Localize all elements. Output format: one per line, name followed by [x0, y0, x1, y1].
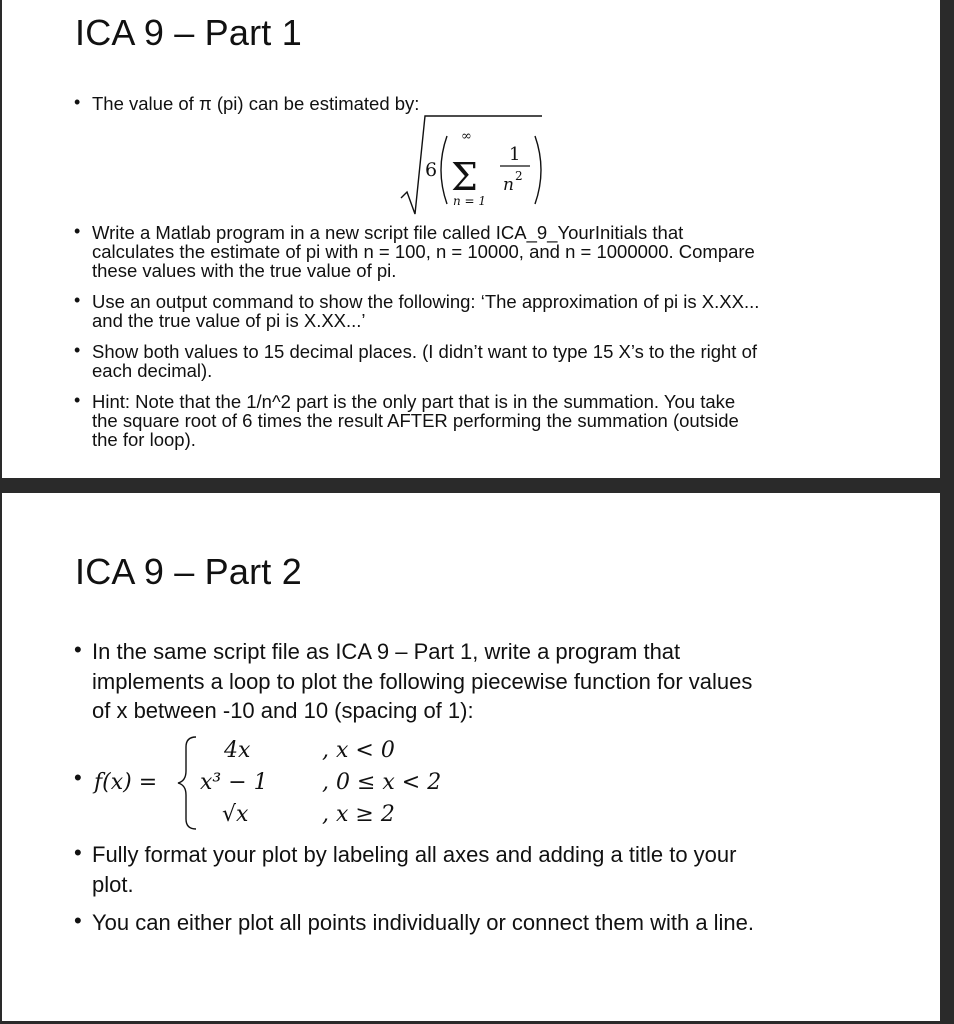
bullet-line: Write a Matlab program in a new script file called ICA_9_YourInitials that	[92, 222, 684, 243]
case-cond-2: , 0 ≤ x < 2	[322, 770, 442, 795]
bullet-dot: •	[74, 765, 82, 790]
bullet-line: Show both values to 15 decimal places. (I didn’t want to type 15 X’s to the right of	[92, 341, 758, 362]
bullet-line: these values with the true value of pi.	[92, 260, 397, 281]
bullet-line: the for loop).	[92, 429, 196, 450]
bullet-line: In the same script file as ICA 9 – Part 1, write a program that	[92, 639, 681, 664]
case-expr-3: √x	[222, 802, 249, 827]
bullet-line: Hint: Note that the 1/n^2 part is the only part that is in the summation. You take	[92, 391, 736, 412]
bullet-dot: •	[74, 290, 81, 310]
pi-formula	[397, 108, 557, 220]
piecewise-function	[90, 731, 470, 835]
case-cond-1: , x < 0	[322, 738, 395, 763]
bullet-line: implements a loop to plot the following piecewise function for values	[92, 668, 753, 694]
function-lhs: f(x) =	[94, 770, 158, 795]
case-expr-1: 4x	[224, 738, 251, 763]
formula-coefficient: 6	[425, 159, 438, 181]
bullet-dot: •	[74, 908, 82, 933]
intro-text: The value of π (pi) can be estimated by:	[92, 93, 420, 114]
case-cond-3: , x ≥ 2	[322, 802, 395, 827]
bullet-dot: •	[74, 390, 81, 410]
formula-lower-limit: n = 1	[453, 194, 487, 208]
bullet-line: You can either plot all points individually or connect them with a line.	[92, 910, 755, 935]
formula-numerator: 1	[509, 144, 521, 165]
bullet-line: calculates the estimate of pi with n = 100, n = 10000, and n = 1000000. Compare	[92, 241, 755, 262]
slide-part-1	[2, 0, 940, 478]
bullet-dot: •	[74, 221, 81, 241]
bullet-dot: •	[74, 840, 82, 865]
formula-upper-limit: ∞	[461, 129, 472, 144]
slide-title: ICA 9 – Part 2	[75, 551, 302, 592]
bullet-line: Fully format your plot by labeling all axes and adding a title to your	[92, 842, 737, 867]
formula-denominator: n	[503, 175, 514, 195]
bullet-line: each decimal).	[92, 360, 213, 381]
bullet-dot: •	[74, 637, 82, 662]
bullet-line: the square root of 6 times the result AFTER performing the summation (outside	[92, 410, 739, 431]
bullet-dot: •	[74, 92, 81, 112]
bullet-line: of x between -10 and 10 (spacing of 1):	[92, 698, 474, 723]
slide-part-2	[2, 493, 940, 1021]
bullet-dot: •	[74, 340, 81, 360]
slide-title: ICA 9 – Part 1	[75, 12, 302, 53]
sigma-symbol: Σ	[451, 155, 478, 199]
case-expr-2: x³ − 1	[200, 770, 268, 795]
bullet-line: Use an output command to show the following: ‘The approximation of pi is X.XX...	[92, 291, 760, 312]
bullet-line: plot.	[92, 871, 134, 897]
bullet-line: and the true value of pi is X.XX...’	[92, 310, 366, 331]
formula-exponent: 2	[515, 169, 523, 183]
